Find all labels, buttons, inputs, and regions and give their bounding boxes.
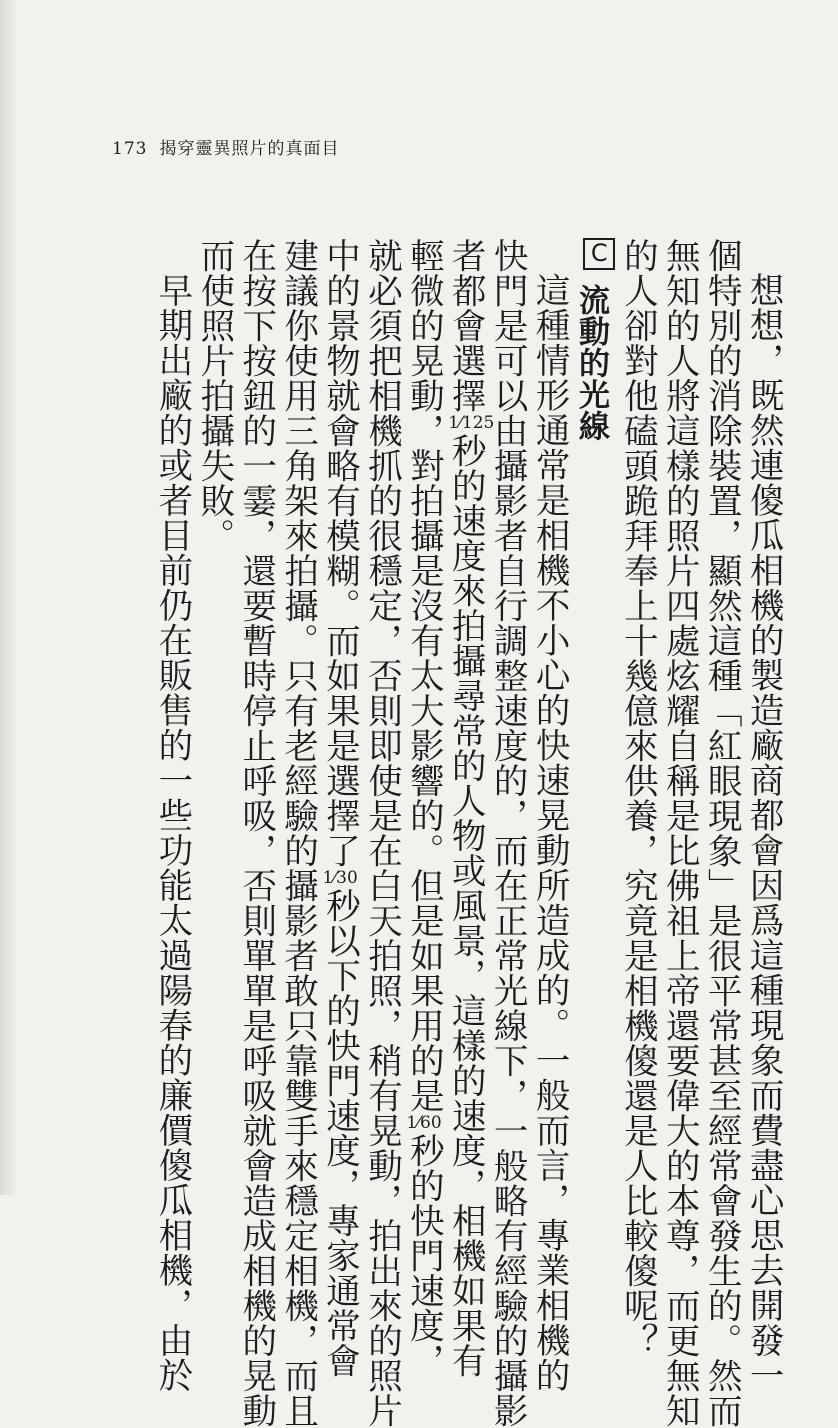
text-line-content: 中的景物就會略有模糊。而如果是選擇了 (319, 238, 360, 868)
text-line (657, 238, 700, 1428)
text-line-content: 個特別的消除裝置，顯然這種「紅眼現象」是很平常甚至經常會發生的。然而 (701, 238, 742, 1428)
text-line (485, 238, 528, 1428)
text-line (360, 238, 402, 1428)
text-line-content: 而使照片拍攝失敗。 (193, 238, 234, 553)
text-line-content: 就必須把相機抓的很穩定，否則即使是在白天拍照，稍有晃動，拍出來的照片 (361, 238, 402, 1428)
text-line-content: 秒的快門速度， (403, 1133, 444, 1378)
text-line-content: 建議你使用三角架來拍攝。只有老經驗的攝影者敢只靠雙手來穩定相機，而且 (277, 238, 318, 1428)
text-line (741, 238, 784, 1393)
text-line (234, 238, 276, 1428)
text-line-content: 早期出廠的或者目前仍在販售的一些功能太過陽春的廉價傻瓜相機，由於 (151, 272, 192, 1393)
fraction-1-60: 1⁄60 (406, 1113, 442, 1133)
section-heading (569, 238, 615, 1128)
text-line-content: 在按下按鈕的一霎，還要暫時停止呼吸，否則單單是呼吸就會造成相機的晃動 (235, 238, 276, 1428)
text-line-content: 秒的速度來拍攝尋常的人物或風景，這樣的速度，相機如果有 (445, 433, 486, 1378)
text-line (699, 238, 742, 1428)
fraction-1-125: 1⁄125 (448, 413, 495, 433)
text-line-content: 秒以下的快門速度，專家通常會 (319, 888, 360, 1378)
text-line (192, 238, 234, 1128)
section-title: 流動的光線 (572, 284, 609, 442)
vertical-text-column (150, 238, 784, 1428)
text-line-content: 快門是可以由攝影者自行調整速度的，而在正常光線下，一般略有經驗的攝影 (487, 238, 528, 1428)
body-text (150, 238, 784, 1428)
running-header (112, 134, 339, 160)
text-line-content: 無知的人將這樣的照片四處炫耀自稱是比佛祖上帝還要偉大的本尊，而更無知 (659, 238, 700, 1428)
text-line (318, 238, 360, 1378)
page-edge-shadow (0, 0, 18, 1195)
text-line-content: 想想，既然連傻瓜相機的製造廠商都會因爲這種現象而費盡心思去開發一 (743, 272, 784, 1393)
text-line (150, 238, 192, 1393)
text-line-content: 的人卻對他磕頭跪拜奉上十幾億來供養，究竟是相機傻還是人比較傻呢？ (617, 238, 658, 1358)
section-letter-box: C (583, 238, 615, 270)
text-line (276, 238, 318, 1428)
text-line-content: 者都會選擇 (445, 238, 486, 413)
text-line-content: 輕微的晃動，對拍攝是沒有太大影響的。但是如果用的是 (403, 238, 444, 1113)
text-line (615, 238, 658, 1358)
text-line (401, 238, 444, 1378)
chapter-title: 揭穿靈異照片的真面目 (159, 139, 340, 159)
text-line-content: 這種情形通常是相機不小心的快速晃動所造成的。一般而言，專業相機的 (529, 272, 570, 1393)
fraction-1-30: 1⁄30 (322, 868, 358, 888)
page-number: 173 (112, 139, 148, 159)
text-line (443, 238, 495, 1378)
text-line (527, 238, 570, 1393)
